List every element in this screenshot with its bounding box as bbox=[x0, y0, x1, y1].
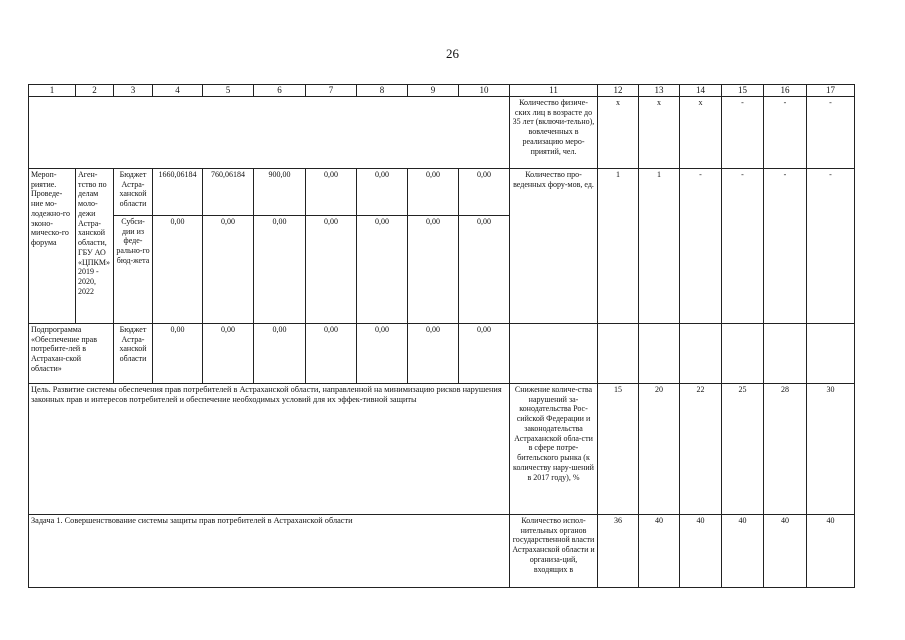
indicator-value: 28 bbox=[764, 383, 807, 514]
indicator-value: x bbox=[680, 96, 722, 168]
indicator-value: x bbox=[598, 96, 639, 168]
column-number: 10 bbox=[459, 85, 510, 97]
indicator-value: 36 bbox=[598, 514, 639, 587]
amount-cell: 0,00 bbox=[357, 168, 408, 215]
table-row bbox=[29, 514, 855, 587]
column-number: 5 bbox=[203, 85, 254, 97]
empty-cell bbox=[639, 323, 680, 383]
empty-cell bbox=[764, 323, 807, 383]
indicator-value: - bbox=[807, 168, 855, 323]
indicator-value: 30 bbox=[807, 383, 855, 514]
goal-cell: Цель. Развитие системы обеспечения прав потребителей в Астраханской области, направленной на минимизацию рисков нарушения законных прав и интересов потребителей и обеспечение необходимых условий для их эффек-тивной защиты bbox=[29, 383, 510, 514]
indicator-value: - bbox=[764, 168, 807, 323]
amount-cell: 0,00 bbox=[203, 323, 254, 383]
table-row bbox=[29, 96, 855, 168]
indicator-cell: Количество про-веденных фору-мов, ед. bbox=[510, 168, 598, 323]
indicator-value: 25 bbox=[722, 383, 764, 514]
column-number: 14 bbox=[680, 85, 722, 97]
indicator-value: 1 bbox=[639, 168, 680, 323]
column-number: 6 bbox=[254, 85, 306, 97]
indicator-value: 40 bbox=[764, 514, 807, 587]
amount-cell: 0,00 bbox=[459, 215, 510, 323]
funding-source-cell: Субси-дии из феде-рально-го бюд-жета bbox=[114, 215, 153, 323]
amount-cell: 0,00 bbox=[153, 215, 203, 323]
task-cell: Задача 1. Совершенствование системы защиты прав потребителей в Астраханской области bbox=[29, 514, 510, 587]
indicator-value: - bbox=[807, 96, 855, 168]
amount-cell: 0,00 bbox=[306, 168, 357, 215]
amount-cell: 0,00 bbox=[254, 215, 306, 323]
empty-cell bbox=[680, 323, 722, 383]
column-number: 8 bbox=[357, 85, 408, 97]
indicator-value: 40 bbox=[639, 514, 680, 587]
empty-cell bbox=[722, 323, 764, 383]
empty-cell bbox=[510, 323, 598, 383]
column-number: 12 bbox=[598, 85, 639, 97]
indicator-cell: Количество испол-нительных органов государственной власти Астраханской области и организа-ций, входящих в bbox=[510, 514, 598, 587]
subprogram-cell: Подпрограмма «Обеспечение прав потребите-лей в Астрахан-ской области» bbox=[29, 323, 114, 383]
indicator-value: 22 bbox=[680, 383, 722, 514]
amount-cell: 760,06184 bbox=[203, 168, 254, 215]
funding-source-cell: Бюджет Астра-ханской области bbox=[114, 323, 153, 383]
budget-table bbox=[28, 84, 855, 588]
amount-cell: 0,00 bbox=[306, 323, 357, 383]
event-name-cell: Мероп-риятие. Проведе-ние мо-лодежно-го эконо-мическо-го форума bbox=[29, 168, 76, 323]
amount-cell: 0,00 bbox=[153, 323, 203, 383]
amount-cell: 900,00 bbox=[254, 168, 306, 215]
table-row bbox=[29, 168, 855, 215]
column-number: 11 bbox=[510, 85, 598, 97]
amount-cell: 1660,06184 bbox=[153, 168, 203, 215]
indicator-value: 40 bbox=[722, 514, 764, 587]
empty-cell bbox=[807, 323, 855, 383]
amount-cell: 0,00 bbox=[254, 323, 306, 383]
amount-cell: 0,00 bbox=[459, 323, 510, 383]
empty-cell bbox=[29, 96, 510, 168]
table-row bbox=[29, 383, 855, 514]
table-row bbox=[29, 323, 855, 383]
column-number: 4 bbox=[153, 85, 203, 97]
column-number: 16 bbox=[764, 85, 807, 97]
page-number: 26 bbox=[446, 46, 459, 61]
column-number: 3 bbox=[114, 85, 153, 97]
amount-cell: 0,00 bbox=[408, 168, 459, 215]
amount-cell: 0,00 bbox=[408, 323, 459, 383]
indicator-value: 1 bbox=[598, 168, 639, 323]
column-number: 2 bbox=[76, 85, 114, 97]
amount-cell: 0,00 bbox=[357, 323, 408, 383]
amount-cell: 0,00 bbox=[357, 215, 408, 323]
column-number-row bbox=[29, 85, 855, 97]
indicator-cell: Снижение количе-ства нарушений за-конодательства Рос-сийской Федерации и законодательства Астраханской обла-сти в сфере потре-бительского рынка (к количеству нару-шений в 2017 году), % bbox=[510, 383, 598, 514]
column-number: 15 bbox=[722, 85, 764, 97]
amount-cell: 0,00 bbox=[459, 168, 510, 215]
indicator-cell: Количество физиче-ских лиц в возрасте до 35 лет (включи-тельно), вовлеченных в реализацию меро-приятий, чел. bbox=[510, 96, 598, 168]
column-number: 1 bbox=[29, 85, 76, 97]
indicator-value: x bbox=[639, 96, 680, 168]
column-number: 13 bbox=[639, 85, 680, 97]
executor-cell: Аген-тство по делам моло-дежи Астра-ханской области, ГБУ АО «ЦПКМ» 2019 - 2020, 2022 bbox=[76, 168, 114, 323]
indicator-value: - bbox=[722, 96, 764, 168]
indicator-value: 40 bbox=[680, 514, 722, 587]
amount-cell: 0,00 bbox=[203, 215, 254, 323]
amount-cell: 0,00 bbox=[306, 215, 357, 323]
amount-cell: 0,00 bbox=[408, 215, 459, 323]
indicator-value: 20 bbox=[639, 383, 680, 514]
indicator-value: - bbox=[680, 168, 722, 323]
column-number: 17 bbox=[807, 85, 855, 97]
indicator-value: - bbox=[764, 96, 807, 168]
empty-cell bbox=[598, 323, 639, 383]
funding-source-cell: Бюджет Астра-ханской области bbox=[114, 168, 153, 215]
column-number: 9 bbox=[408, 85, 459, 97]
indicator-value: 40 bbox=[807, 514, 855, 587]
column-number: 7 bbox=[306, 85, 357, 97]
indicator-value: 15 bbox=[598, 383, 639, 514]
indicator-value: - bbox=[722, 168, 764, 323]
